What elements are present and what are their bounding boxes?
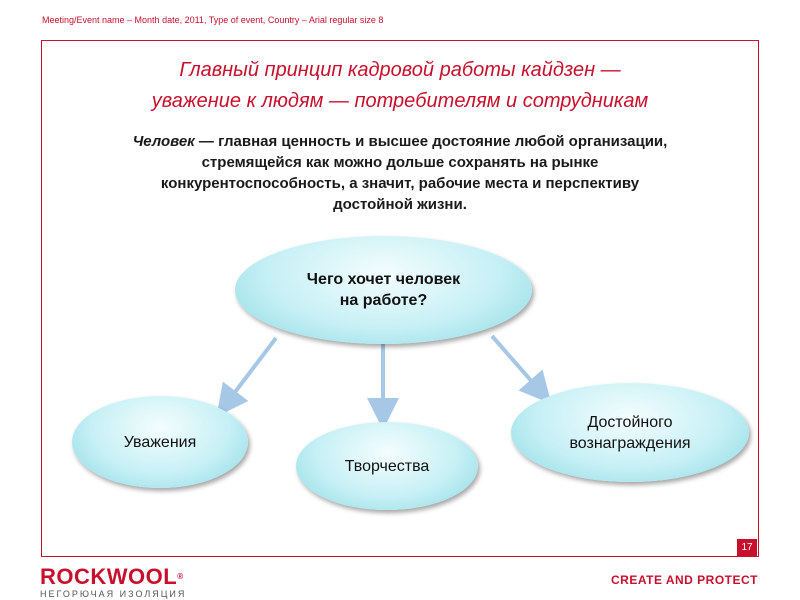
arrow-to-respect bbox=[226, 338, 276, 404]
registered-mark: ® bbox=[177, 572, 184, 581]
center-node-line2: на работе? bbox=[339, 292, 428, 309]
node-reward bbox=[511, 383, 749, 482]
arrow-to-reward bbox=[492, 336, 541, 392]
brand-tagline: НЕГОРЮЧАЯ ИЗОЛЯЦИЯ bbox=[40, 589, 187, 599]
body-line1-text: — главная ценность и высшее достояние любой организации, bbox=[194, 133, 668, 150]
center-node-line1: Чего хочет человек bbox=[306, 271, 461, 288]
node-respect-label: Уважения bbox=[123, 433, 197, 451]
node-respect bbox=[72, 396, 248, 488]
slide-title-line1: Главный принцип кадровой работы кайдзен — bbox=[179, 59, 621, 81]
body-line4: достойной жизни. bbox=[333, 196, 467, 213]
center-node bbox=[235, 236, 532, 344]
node-creativity-label: Творчества bbox=[344, 457, 430, 475]
node-creativity bbox=[296, 422, 478, 510]
slogan: CREATE AND PROTECT bbox=[611, 573, 758, 587]
rockwool-logo bbox=[40, 566, 186, 599]
brand-name: ROCKWOOL bbox=[40, 564, 178, 589]
page-number: 17 bbox=[737, 539, 757, 556]
node-reward-line1: Достойного bbox=[587, 413, 673, 431]
slide-title-line2: уважение к людям — потребителям и сотрудникам bbox=[151, 90, 649, 112]
body-line2: стремящейся как можно дольше сохранять на рынке bbox=[201, 154, 599, 171]
node-reward-line2: вознаграждения bbox=[569, 434, 691, 452]
body-lead: Человек bbox=[132, 133, 195, 150]
event-meta: Meeting/Event name – Month date, 2011, Type of event, Country – Arial regular size 8 bbox=[42, 15, 384, 25]
body-line3: конкурентоспособность, а значит, рабочие места и перспективу bbox=[160, 175, 640, 192]
